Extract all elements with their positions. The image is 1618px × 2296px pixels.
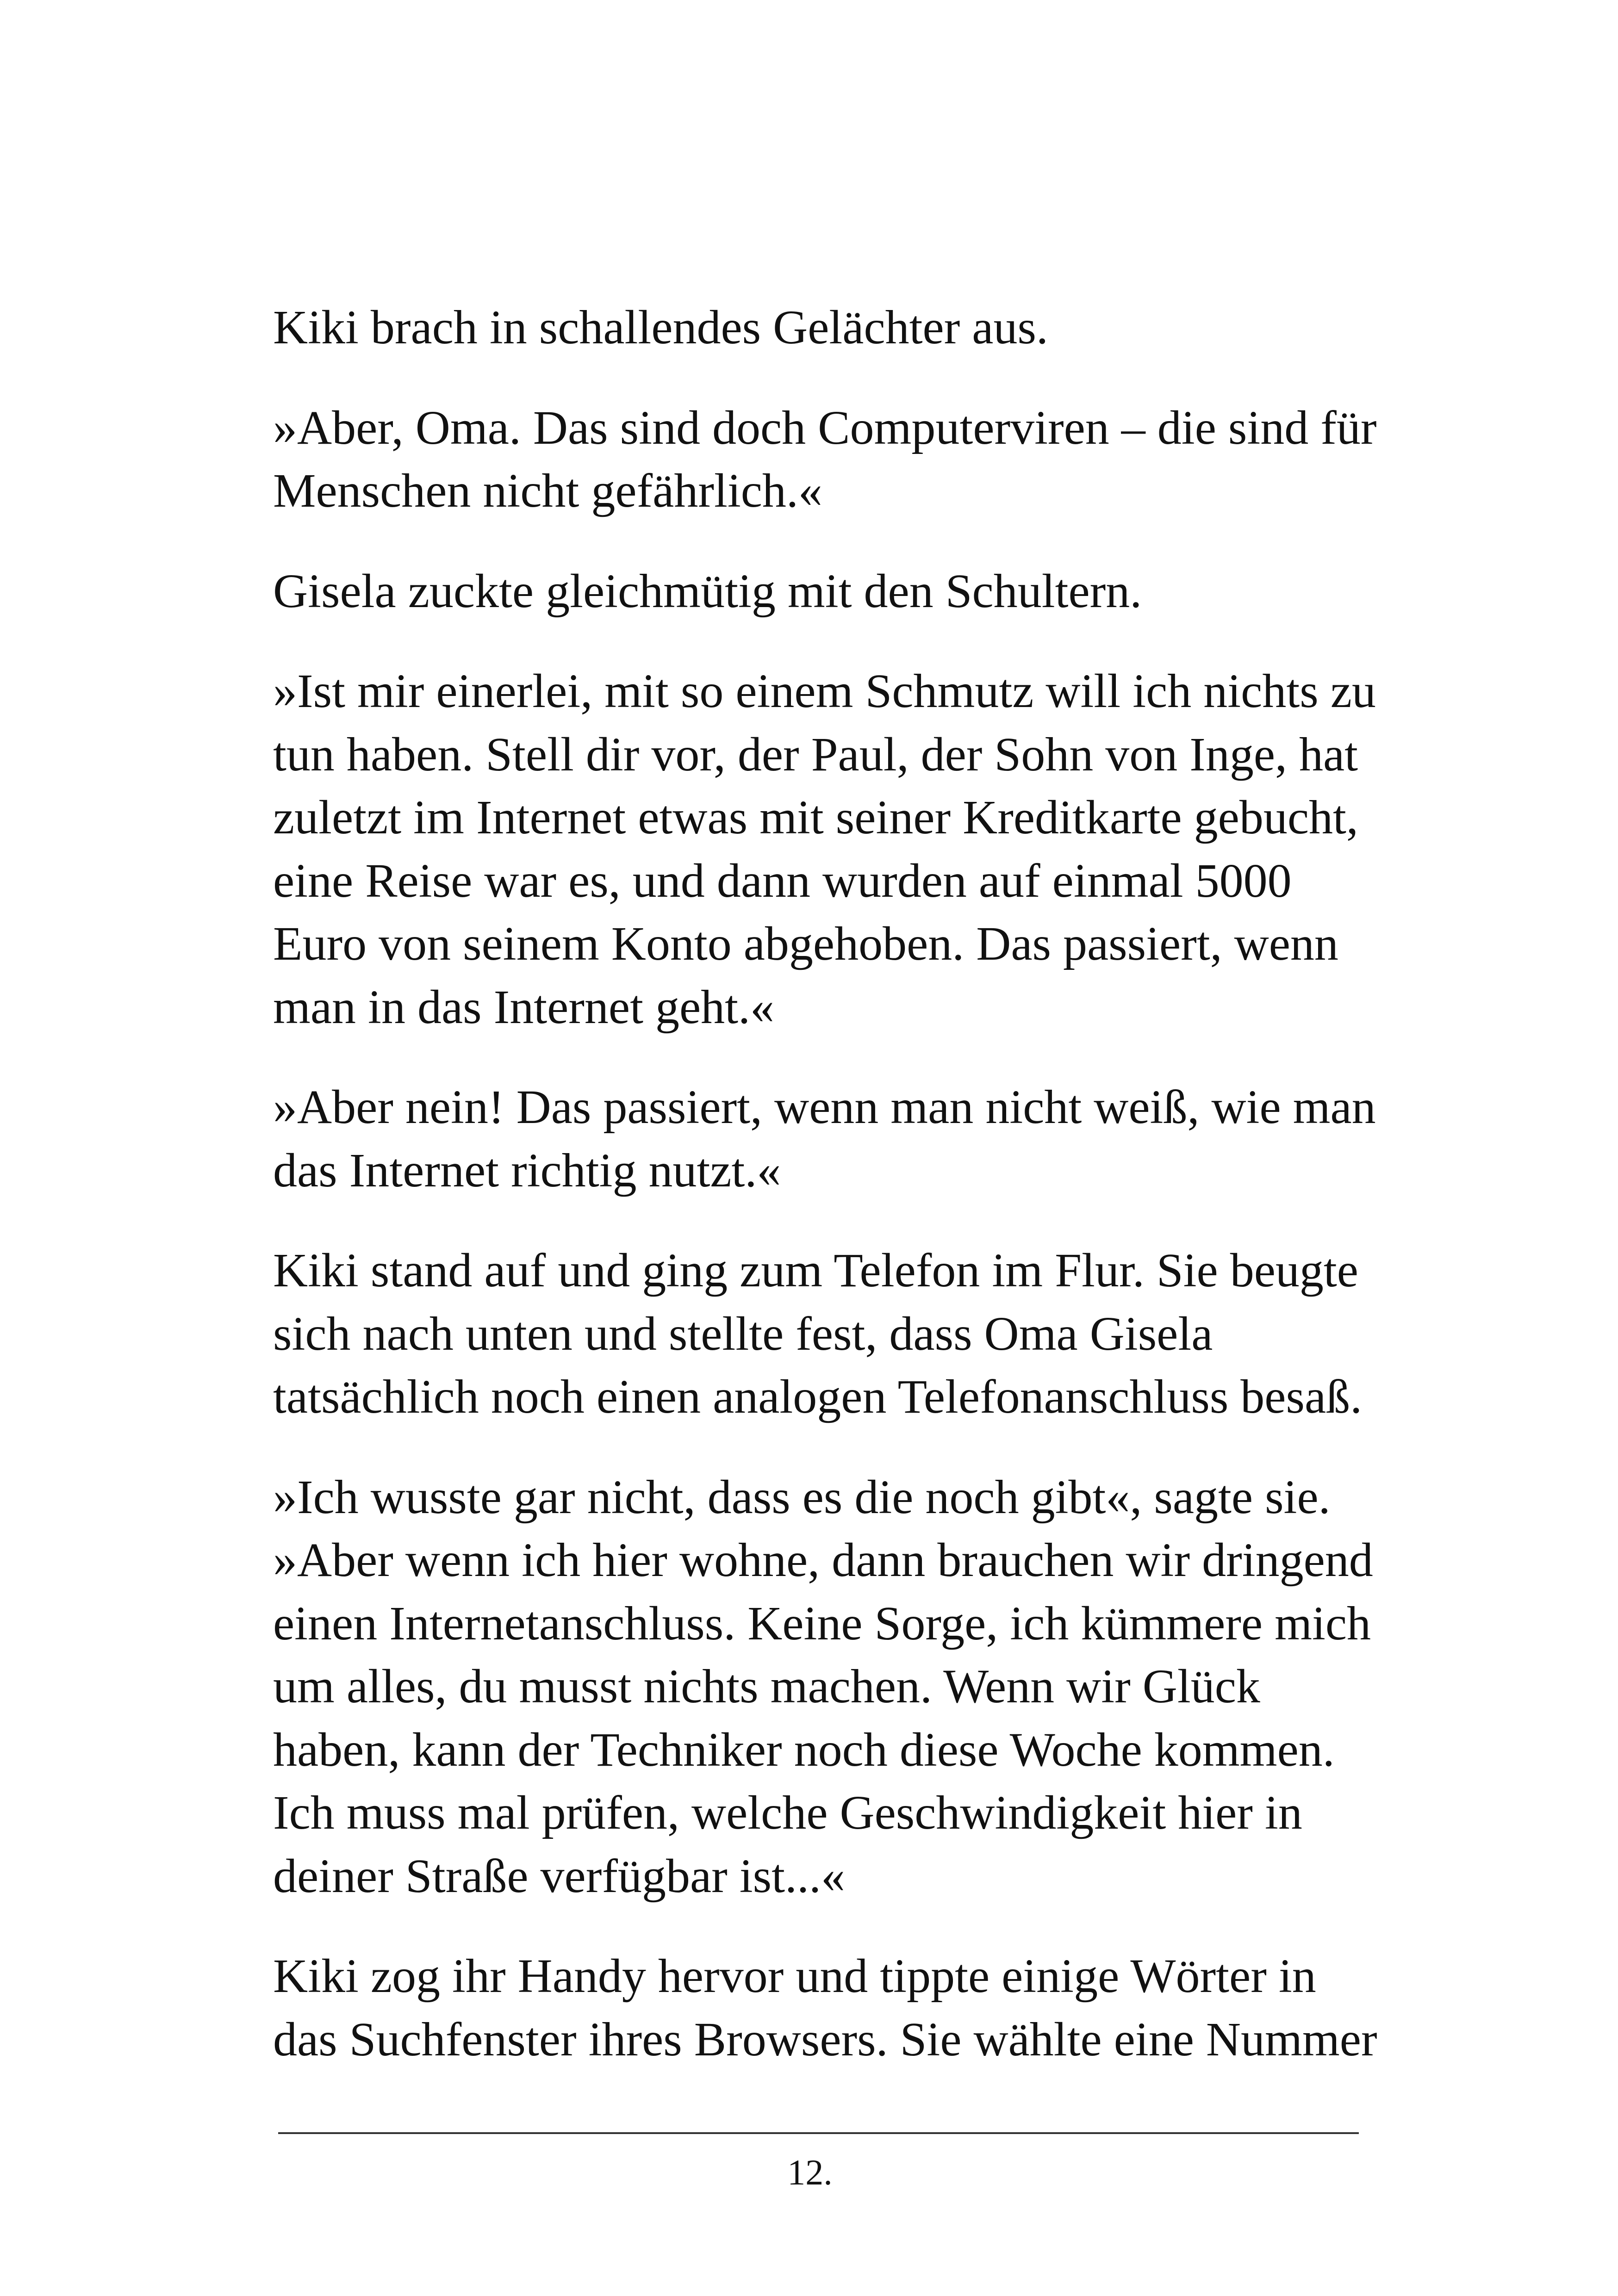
text-line: das Internet richtig nutzt.«	[273, 1143, 781, 1197]
text-line: Kiki stand auf und ging zum Telefon im Flur. Sie beugte	[273, 1244, 1358, 1297]
text-line: »Ist mir einerlei, mit so einem Schmutz will ich nichts zu	[273, 664, 1376, 718]
text-line: »Aber wenn ich hier wohne, dann brauchen wir dringend	[273, 1533, 1373, 1587]
text-line: »Aber, Oma. Das sind doch Computerviren – die sind für	[273, 401, 1377, 454]
text-line: Kiki zog ihr Handy hervor und tippte einige Wörter in	[273, 1949, 1316, 2003]
text-line: man in das Internet geht.«	[273, 980, 775, 1034]
paragraph-4	[273, 660, 1402, 1039]
text-line: Gisela zuckte gleichmütig mit den Schultern.	[273, 564, 1142, 618]
footer-divider	[278, 2132, 1359, 2134]
text-line: Ich muss mal prüfen, welche Geschwindigkeit hier in	[273, 1786, 1302, 1839]
text-line: um alles, du musst nichts machen. Wenn wir Glück	[273, 1660, 1260, 1713]
paragraph-5	[273, 1076, 1402, 1202]
text-line: Euro von seinem Konto abgehoben. Das passiert, wenn	[273, 917, 1338, 970]
text-line: haben, kann der Techniker noch diese Woche kommen.	[273, 1723, 1335, 1776]
text-line: Menschen nicht gefährlich.«	[273, 464, 822, 517]
text-line: sich nach unten und stellte fest, dass Oma Gisela	[273, 1307, 1213, 1360]
text-line: eine Reise war es, und dann wurden auf einmal 5000	[273, 854, 1292, 907]
text-line: zuletzt im Internet etwas mit seiner Kreditkarte gebucht,	[273, 791, 1358, 844]
text-line: Kiki brach in schallendes Gelächter aus.	[273, 301, 1048, 354]
body-text	[273, 296, 1402, 2108]
text-line: »Ich wusste gar nicht, dass es die noch gibt«, sagte sie.	[273, 1470, 1331, 1524]
paragraph-7	[273, 1466, 1402, 1908]
text-line: das Suchfenster ihres Browsers. Sie wählte eine Nummer	[273, 2012, 1377, 2066]
text-line: tun haben. Stell dir vor, der Paul, der Sohn von Inge, hat	[273, 727, 1358, 781]
paragraph-1	[273, 296, 1402, 360]
page-number: 12.	[787, 2152, 833, 2192]
paragraph-6	[273, 1239, 1402, 1429]
paragraph-8	[273, 1945, 1402, 2071]
text-line: deiner Straße verfügbar ist...«	[273, 1849, 846, 1903]
text-line: einen Internetanschluss. Keine Sorge, ich kümmere mich	[273, 1596, 1371, 1650]
paragraph-3	[273, 560, 1402, 623]
paragraph-2	[273, 397, 1402, 523]
text-line: tatsächlich noch einen analogen Telefonanschluss besaß.	[273, 1370, 1363, 1423]
text-line: »Aber nein! Das passiert, wenn man nicht weiß, wie man	[273, 1080, 1376, 1134]
